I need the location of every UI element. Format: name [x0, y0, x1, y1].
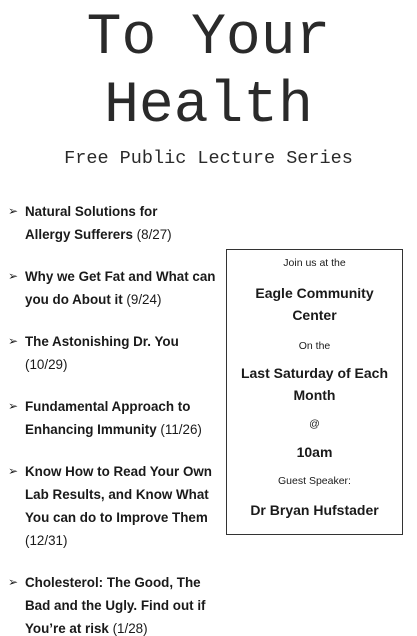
arrow-bullet-icon: ➢: [8, 269, 19, 283]
event-time: 10am: [296, 444, 333, 460]
lecture-item: [8, 330, 195, 376]
speaker-name: Dr Bryan Hufstader: [250, 502, 379, 518]
lecture-title: Why we Get Fat and What can you do About it: [25, 269, 216, 307]
join-text: Join us at the: [283, 257, 346, 269]
arrow-bullet-icon: ➢: [8, 204, 19, 218]
event-info-box: [226, 249, 403, 535]
guest-speaker-label: Guest Speaker:: [278, 475, 351, 487]
venue-line-2: Center: [292, 307, 337, 323]
arrow-bullet-icon: ➢: [8, 575, 19, 589]
title-line-2: Health: [104, 74, 313, 139]
schedule-line-1: Last Saturday of Each: [240, 365, 389, 381]
lecture-item: [8, 460, 235, 552]
schedule-line-2: Month: [293, 387, 336, 403]
lecture-title: Natural Solutions for Allergy Sufferers: [25, 204, 158, 242]
on-the-text: On the: [298, 340, 331, 352]
arrow-bullet-icon: ➢: [8, 464, 19, 478]
title-line-1: To Your: [86, 6, 331, 71]
lecture-item: [8, 200, 205, 246]
lecture-date: (12/31): [25, 533, 68, 548]
lecture-date: (10/29): [25, 357, 68, 372]
arrow-bullet-icon: ➢: [8, 399, 19, 413]
lecture-item: [8, 395, 230, 441]
arrow-bullet-icon: ➢: [8, 334, 19, 348]
lecture-date: (8/27): [136, 227, 172, 242]
lecture-item: [8, 571, 225, 636]
lecture-date: (9/24): [126, 292, 162, 307]
lecture-item: [8, 265, 235, 311]
lecture-list: [8, 200, 226, 636]
lecture-date: (11/26): [160, 422, 202, 437]
lecture-title: Know How to Read Your Own Lab Results, and Know What You can do to Improve Them: [25, 464, 212, 525]
venue-line-1: Eagle Community: [255, 285, 374, 301]
subtitle: Free Public Lecture Series: [64, 148, 353, 169]
lecture-title: Cholesterol: The Good, The Bad and the Ugly. Find out if You’re at risk: [25, 575, 206, 636]
at-symbol: @: [309, 418, 320, 430]
lecture-title: The Astonishing Dr. You: [25, 334, 179, 349]
lecture-date: (1/28): [112, 621, 148, 636]
lecture-title: Fundamental Approach to Enhancing Immunity: [25, 399, 191, 437]
